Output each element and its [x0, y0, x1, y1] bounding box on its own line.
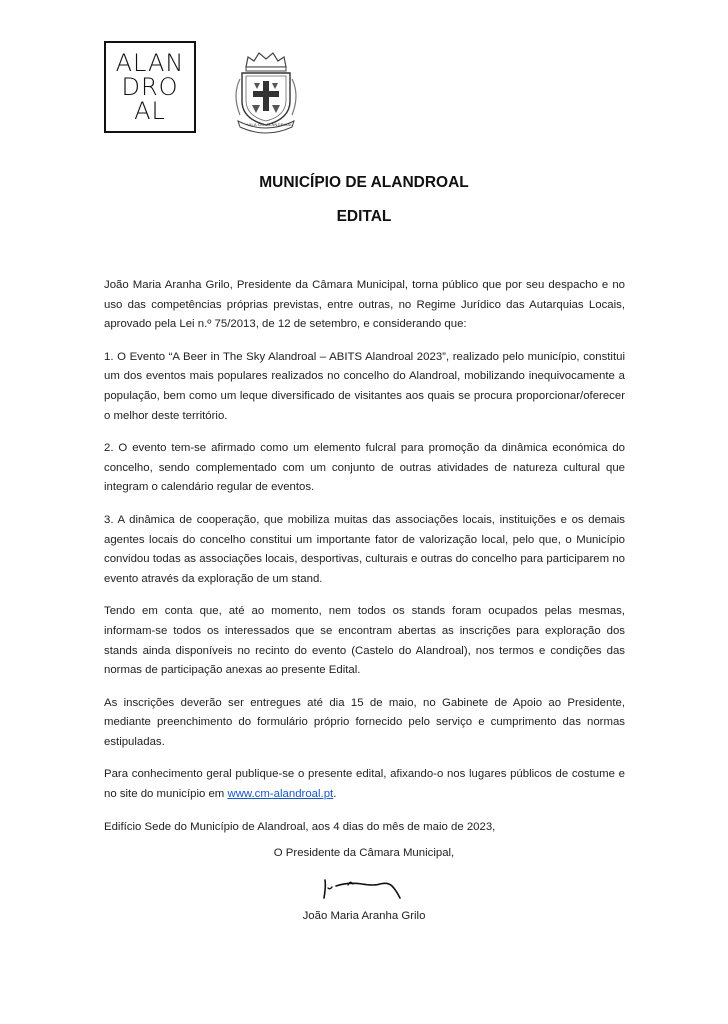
- place-and-date: Edifício Sede do Município de Alandroal, aos 4 dias do mês de maio de 2023,: [104, 820, 496, 833]
- logo-line: AL: [134, 97, 166, 125]
- closing-title: O Presidente da Câmara Municipal,: [273, 847, 455, 859]
- paragraph-point-3: 3. A dinâmica de cooperação, que mobiliza muitas das associações locais, instituições e os demais agentes locais do concelho constitui um importante fator de valorização local, pelo que, o Município convidou todas as associações locais, desportivas, culturais e outras do concelho para participarem no evento através da exploração de um stand.: [104, 513, 625, 585]
- logo-wordmark: [106, 51, 194, 123]
- paragraph-registrations-open: Tendo em conta que, até ao momento, nem todos os stands foram ocupados pelas mesmas, informam-se todos os interessados que se encontram abertas as inscrições para exploração dos stands ainda disponíveis no recinto do evento (Castelo do Alandroal), nos termos e condições das normas de participação anexas ao presente Edital.: [104, 605, 625, 677]
- document-body: [104, 276, 625, 850]
- paragraph-point-1: 1. O Evento “A Beer in The Sky Alandroal – ABITS Alandroal 2023”, realizado pelo município, constitui um dos eventos mais populares realizados no concelho do Alandroal, mobilizando inequivocamente a população, bem como um leque diversificado de visitantes aos quais se procura proporcionar/oferecer o melhor deste território.: [104, 350, 625, 422]
- handwritten-signature: [318, 876, 408, 902]
- document-subtitle: EDITAL: [336, 208, 392, 225]
- paragraph-publish: [104, 765, 625, 804]
- signatory-name: João Maria Aranha Grilo: [302, 910, 426, 922]
- publish-text: Para conhecimento geral publique-se o presente edital, afixando-o nos lugares públicos de costume e no site do município em: [104, 768, 625, 801]
- logo-line: ALAN: [115, 49, 185, 77]
- municipality-website-link[interactable]: www.cm-alandroal.pt: [227, 788, 334, 801]
- publish-text-end: .: [333, 788, 337, 801]
- logo-line: DRO: [121, 73, 179, 101]
- paragraph-deadline: As inscrições deverão ser entregues até dia 15 de maio, no Gabinete de Apoio ao Presidente, mediante preenchimento do formulário próprio fornecido pelo serviço e cumprimento das normas estipuladas.: [104, 696, 625, 748]
- paragraph-point-2: 2. O evento tem-se afirmado como um elemento fulcral para promoção da dinâmica económica do concelho, sendo complementado com um conjunto de outras atividades de natureza cultural que integram o calendário regular de eventos.: [104, 442, 625, 494]
- seal-caption: VILA DO ALANDROAL: [247, 122, 293, 127]
- alandroal-logo: [104, 41, 196, 133]
- paragraph-intro: João Maria Aranha Grilo, Presidente da Câmara Municipal, torna público que por seu despacho e no uso das competências próprias previstas, entre outras, no Regime Jurídico das Autarquias Locais, aprovado pela Lei n.º 75/2013, de 12 de setembro, e considerando que:: [104, 279, 625, 331]
- document-title: MUNICÍPIO DE ALANDROAL: [259, 174, 469, 191]
